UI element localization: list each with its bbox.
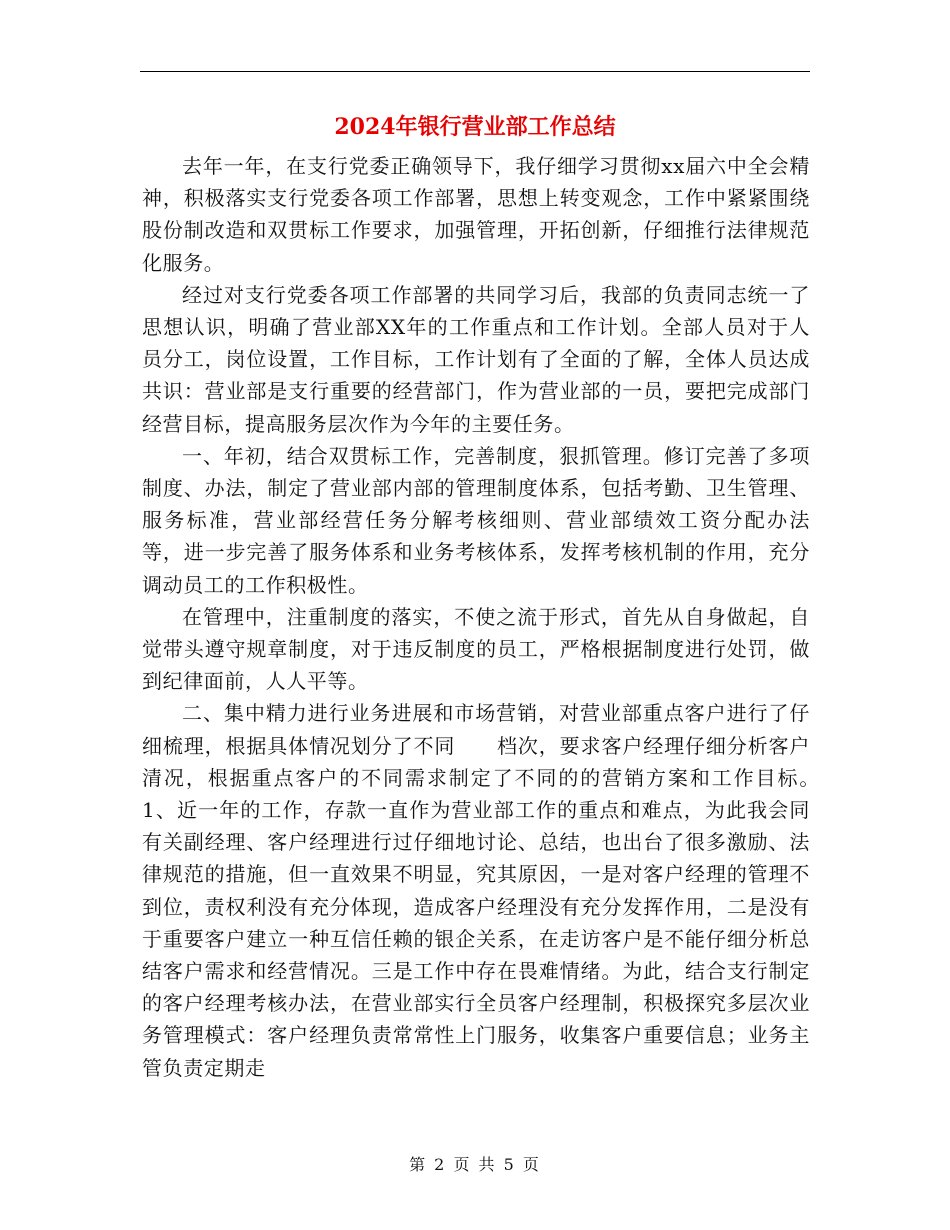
document-title: 2024年银行营业部工作总结 <box>334 114 616 140</box>
document-body <box>142 150 872 1084</box>
page-number: 第 2 页 共 5 页 <box>409 1155 541 1174</box>
paragraph-intro: 去年一年，在支行党委正确领导下，我仔细学习贯彻xx届六中全会精神，积极落实支行党委各项工作部署，思想上转变观念，工作中紧紧围绕股份制改造和双贯标工作要求，加强管理，开拓创新，仔细推行法律规范化服务。 <box>142 154 810 275</box>
paragraph-study: 经过对支行党委各项工作部署的共同学习后，我部的负责同志统一了思想认识，明确了营业部XX年的工作重点和工作计划。全部人员对于人员分工，岗位设置，工作目标，工作计划有了全面的了解，全体人员达成共识：营业部是支行重要的经营部门，作为营业部的一员，要把完成部门经营目标，提高服务层次作为今年的主要任务。 <box>142 282 810 436</box>
header-rule <box>140 71 810 72</box>
paragraph-management: 在管理中，注重制度的落实，不使之流于形式，首先从自身做起，自觉带头遵守规章制度，对于违反制度的员工，严格根据制度进行处罚，做到纪律面前，人人平等。 <box>142 604 810 694</box>
paragraph-section-two: 二、集中精力进行业务进展和市场营销，对营业部重点客户进行了仔细梳理，根据具体情况划分了不同 档次，要求客户经理仔细分析客户清况，根据重点客户的不同需求制定了不同的的营销方案和工作目标。 1、近一年的工作，存款一直作为营业部工作的重点和难点，为此我会同有关副经理、客户经理进行过仔细地讨论、总结，也出台了很多激励、法律规范的措施，但一直效果不明显，究其原因，一是对客户经理的管理不到位，责权利没有充分体现，造成客户经理没有充分发挥作用，二是没有于重要客户建立一种互信任赖的银企关系，在走访客户是不能仔细分析总结客户需求和经营情况。三是工作中存在畏难情绪。为此，结合支行制定的客户经理考核办法，在营业部实行全员客户经理制，积极探究多层次业务管理模式：客户经理负责常常性上门服务，收集客户重要信息；业务主管负责定期走 <box>142 701 872 1080</box>
paragraph-section-one: 一、年初，结合双贯标工作，完善制度，狠抓管理。修订完善了多项制度、办法，制定了营业部内部的管理制度体系，包括考勤、卫生管理、服务标准，营业部经营任务分解考核细则、营业部绩效工资分配办法 等，进一步完善了服务体系和业务考核体系，发挥考核机制的作用，充分调动员工的工作积极性。 <box>142 443 852 597</box>
